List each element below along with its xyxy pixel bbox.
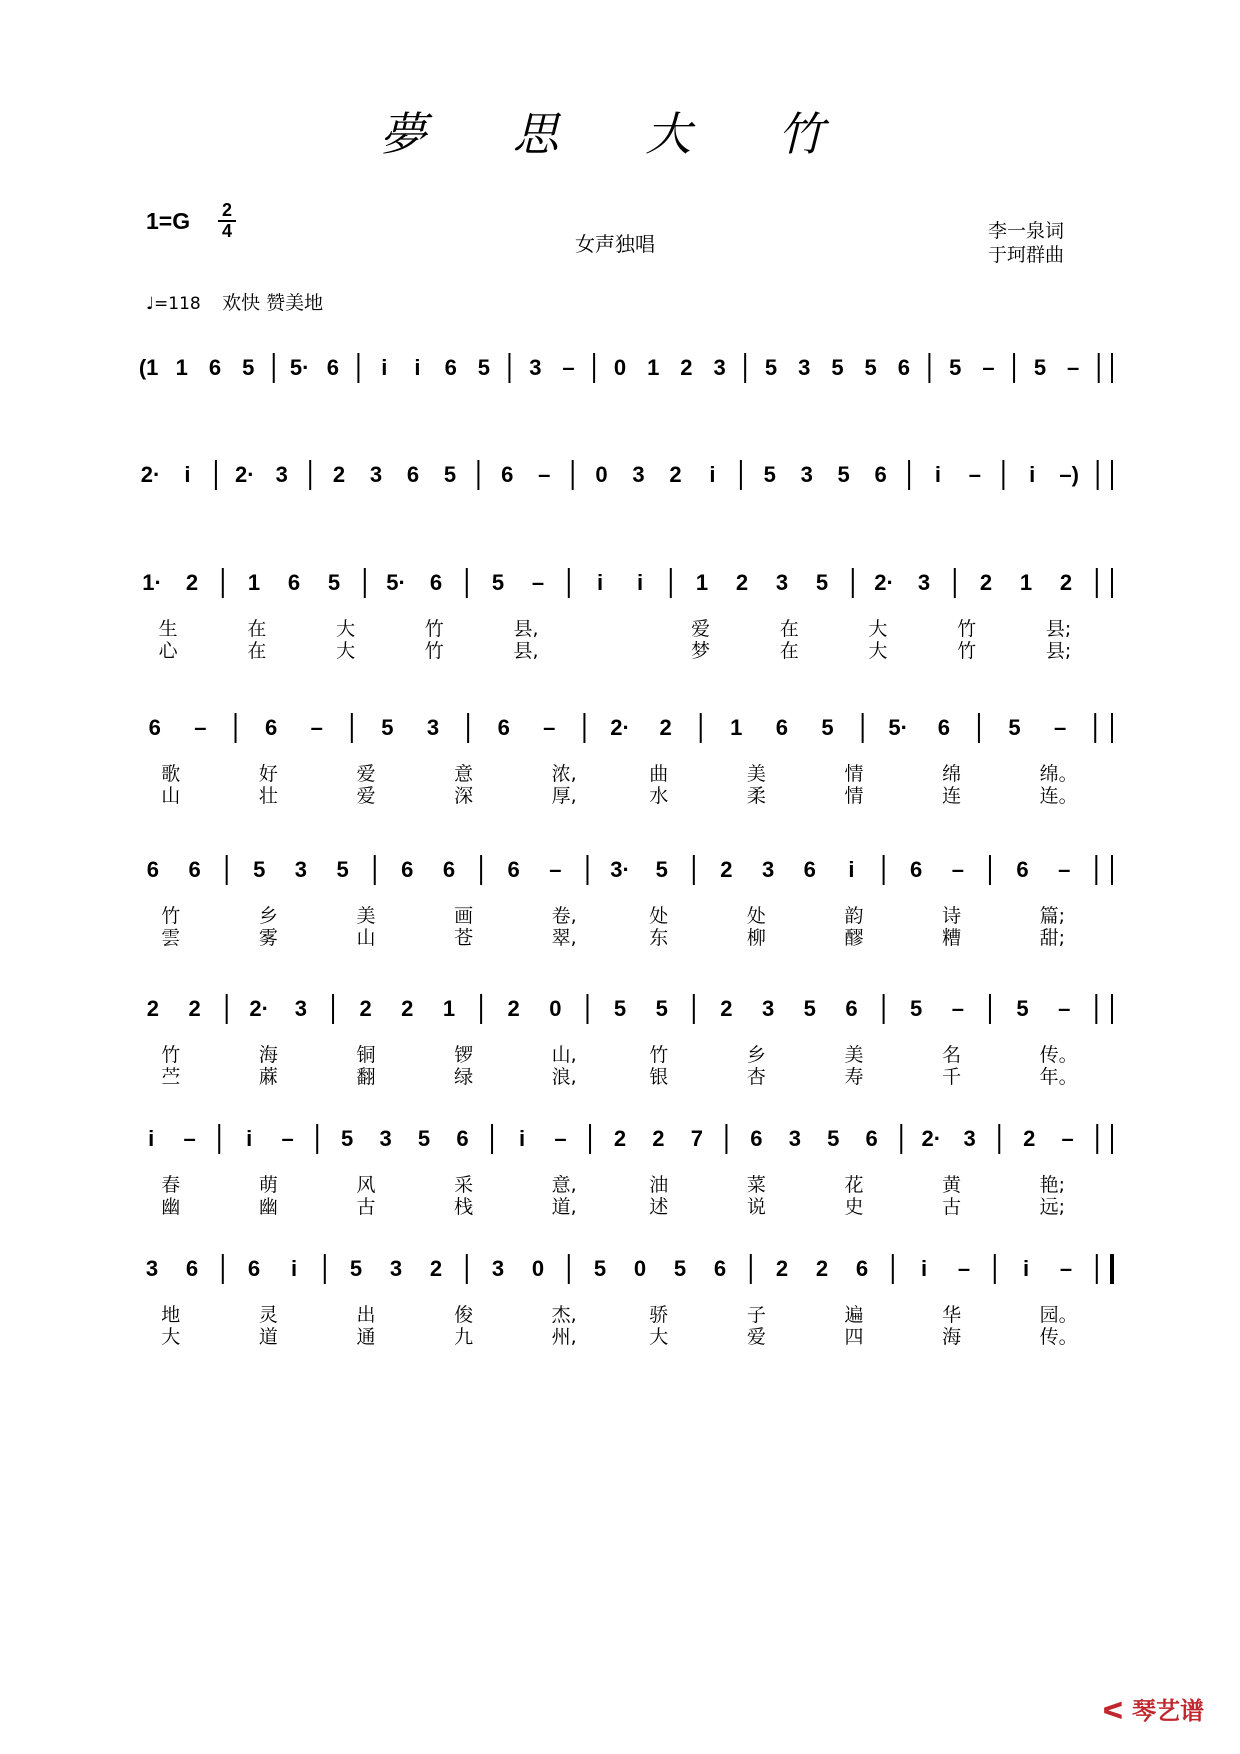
score-note: 2: [613, 1126, 627, 1151]
score-note: i: [381, 355, 388, 380]
score-note: 2: [720, 857, 733, 882]
score-note: 2: [332, 462, 346, 487]
score-note: 5: [815, 570, 829, 595]
lyric-char: 幽: [161, 1196, 181, 1218]
lyric-char: 翠,: [551, 927, 577, 949]
score-note: 5: [336, 857, 349, 882]
lyric-char: 俊: [454, 1304, 474, 1326]
lyric-char: 灵: [258, 1304, 278, 1326]
score-note: 1: [730, 715, 743, 740]
score-note: 3: [294, 857, 308, 882]
score-note: 5: [1008, 715, 1021, 740]
lyric-char: 爱: [356, 763, 376, 785]
lyric-char: 县;: [1045, 640, 1072, 662]
score-note: 6: [507, 857, 520, 882]
lyric-char: 苎: [161, 1066, 181, 1088]
lyric-char: 华: [942, 1304, 962, 1326]
lyric-char: 诗: [942, 905, 962, 927]
lyric-char: 竹: [424, 618, 444, 640]
score-note: 6: [406, 462, 420, 487]
score-note: 0: [595, 462, 608, 487]
lyric-char: 乡: [746, 1044, 766, 1066]
score-note: –: [982, 355, 995, 380]
score-note: –: [549, 857, 562, 882]
lyric-char: 竹: [161, 1044, 181, 1066]
score-note: i: [596, 570, 604, 595]
lyric-char: 黄: [942, 1174, 962, 1196]
score-note: 6: [456, 1126, 469, 1151]
score-note: 2·: [610, 715, 630, 740]
lyric-char: 美: [356, 905, 376, 927]
lyric-char: 卷,: [551, 905, 577, 927]
score-note: 5: [327, 570, 341, 595]
lyric-char: 生: [158, 618, 178, 640]
lyric-char: 绵: [942, 763, 962, 785]
score-note: 3: [379, 1126, 392, 1151]
score-note: 0: [613, 355, 627, 380]
score-note: 1: [442, 996, 456, 1021]
score-note: –: [183, 1126, 196, 1151]
lyric-char: 大: [649, 1326, 669, 1348]
lyric-char: 好: [258, 763, 278, 785]
lyric-char: 九: [454, 1326, 474, 1348]
score-note: i: [1029, 462, 1036, 487]
lyric-char: 四: [844, 1326, 864, 1348]
score-note: –: [538, 462, 551, 487]
lyric-char: 在: [779, 640, 799, 662]
score-note: 6: [803, 857, 816, 882]
lyric-char: 东: [649, 927, 669, 949]
lyric-char: 名: [942, 1044, 962, 1066]
score-note: 5: [764, 355, 778, 380]
lyric-char: 远;: [1039, 1196, 1066, 1218]
score-note: 2: [735, 570, 749, 595]
score-note: 2: [815, 1256, 829, 1281]
lyric-char: 古: [942, 1196, 962, 1218]
lyric-char: 情: [844, 785, 864, 807]
score-note: 2·: [140, 462, 161, 487]
song-title: 夢 思 大 竹: [380, 107, 860, 161]
lyric-char: 花: [844, 1174, 864, 1196]
lyric-char: 春: [161, 1174, 181, 1196]
score-note: i: [246, 1126, 253, 1151]
lyricist: 李一泉词: [988, 220, 1065, 242]
lyric-char: 醪: [844, 927, 864, 949]
score-note: 3·: [610, 857, 630, 882]
score-note: 1: [1019, 570, 1033, 595]
score-note: 6: [713, 1256, 727, 1281]
lyric-char: 绵。: [1039, 763, 1078, 785]
lyric-char: 通: [356, 1326, 376, 1348]
score-note: 3: [491, 1256, 505, 1281]
score-note: 2: [1023, 1126, 1036, 1151]
score-note: 3: [713, 355, 726, 380]
lyric-char: 爱: [356, 785, 376, 807]
lyric-char: 柳: [746, 927, 766, 949]
lyric-char: 厚,: [551, 785, 577, 807]
score-note: 2·: [234, 462, 255, 487]
logo-text: 琴艺谱: [1132, 1697, 1204, 1725]
lyric-char: 道,: [551, 1196, 577, 1218]
lyric-char: 在: [247, 618, 267, 640]
score-note: 5: [491, 570, 505, 595]
lyric-char: 山: [356, 927, 376, 949]
score-note: 6: [775, 715, 789, 740]
lyric-char: 壮: [258, 785, 278, 807]
lyric-char: 歌: [161, 763, 181, 785]
score-note: 3: [761, 996, 775, 1021]
score-note: 6: [874, 462, 887, 487]
score-note: 6: [326, 355, 339, 380]
lyric-char: 画: [454, 905, 474, 927]
lyric-char: 连: [942, 785, 962, 807]
lyric-char: 爱: [746, 1326, 766, 1348]
score-note: 5: [837, 462, 850, 487]
lyric-char: 雾: [258, 927, 278, 949]
lyric-char: 大: [336, 640, 356, 662]
lyric-char: 采: [454, 1174, 474, 1196]
score-note: 5: [417, 1126, 431, 1151]
score-note: 1: [695, 570, 709, 595]
lyric-char: 述: [649, 1196, 669, 1218]
lyric-char: 县,: [513, 640, 539, 662]
lyric-char: 栈: [454, 1196, 474, 1218]
lyric-char: 杏: [746, 1066, 766, 1088]
score-note: 3: [389, 1256, 403, 1281]
tempo-value: ♩=118: [146, 294, 201, 314]
lyric-char: 曲: [649, 763, 669, 785]
watermark-logo: [1102, 1691, 1204, 1726]
time-signature-top: 2: [221, 200, 232, 220]
lyric-char: 连。: [1039, 785, 1078, 807]
score-note: 3: [529, 355, 542, 380]
score-note: –): [1059, 462, 1079, 487]
lyric-char: 情: [844, 763, 864, 785]
score-note: 5: [655, 857, 668, 882]
score-note: 2: [720, 996, 733, 1021]
score-note: 2: [146, 996, 159, 1021]
score-note: 3: [798, 355, 811, 380]
score-note: 2: [507, 996, 520, 1021]
lyric-char: 风: [356, 1174, 376, 1196]
score-note: 2: [652, 1126, 665, 1151]
score-note: 5: [910, 996, 923, 1021]
score-note: 6: [444, 355, 457, 380]
score-note: 2: [185, 570, 199, 595]
score-note: 5: [1016, 996, 1029, 1021]
lyric-char: 县;: [1045, 618, 1072, 640]
score-note: 6: [146, 857, 159, 882]
score-note: –: [554, 1126, 567, 1151]
lyric-char: 蔴: [258, 1066, 278, 1088]
score-note: 5: [253, 857, 266, 882]
lyric-char: 千: [942, 1066, 962, 1088]
score-note: 6: [897, 355, 910, 380]
lyric-char: 雲: [161, 927, 181, 949]
performance-note: 女声独唱: [575, 232, 655, 256]
lyric-char: 海: [942, 1326, 962, 1348]
score-note: –: [1059, 1256, 1073, 1281]
score-note: 6: [287, 570, 301, 595]
score-note: 2: [188, 996, 201, 1021]
lyric-char: 爱: [690, 618, 710, 640]
score-note: 6: [910, 857, 923, 882]
score-note: 5·: [386, 570, 406, 595]
lyric-char: 子: [746, 1304, 766, 1326]
score-note: –: [194, 715, 207, 740]
score-note: –: [1061, 1126, 1074, 1151]
score-note: i: [848, 857, 855, 882]
score-note: 5: [613, 996, 627, 1021]
lyric-char: 说: [746, 1196, 766, 1218]
score-note: 6: [148, 715, 161, 740]
lyric-char: 梦: [690, 640, 710, 662]
score-note: 6: [247, 1256, 261, 1281]
score-note: 6: [401, 857, 414, 882]
score-note: 5: [443, 462, 457, 487]
lyric-char: 在: [779, 618, 799, 640]
lyric-char: 古: [356, 1196, 376, 1218]
score-note: 7: [690, 1126, 703, 1151]
score-note: 2: [1059, 570, 1073, 595]
lyric-char: 艳;: [1039, 1174, 1066, 1196]
score-note: 5: [673, 1256, 687, 1281]
lyric-char: 糟: [942, 927, 962, 949]
lyric-char: 浓,: [551, 763, 577, 785]
score-note: 5: [803, 996, 816, 1021]
score-note: 2: [979, 570, 993, 595]
score-note: 2: [680, 355, 693, 380]
score-note: i: [184, 462, 191, 487]
lyric-char: 美: [746, 763, 766, 785]
lyric-char: 竹: [957, 618, 977, 640]
lyric-char: 大: [868, 618, 888, 640]
score-note: –: [1058, 996, 1071, 1021]
score-note: 5: [381, 715, 394, 740]
score-note: 2: [669, 462, 682, 487]
lyric-char: 杰,: [551, 1304, 577, 1326]
lyric-char: 大: [868, 640, 888, 662]
lyric-char: 园。: [1039, 1304, 1078, 1326]
lyric-char: 美: [844, 1044, 864, 1066]
score-note: 5: [242, 355, 255, 380]
score-note: –: [310, 715, 323, 740]
logo-icon: ᐸ: [1102, 1697, 1124, 1725]
score-note: 5: [655, 996, 668, 1021]
score-note: i: [518, 1126, 526, 1151]
score-note: 3: [917, 570, 931, 595]
score-note: 1: [647, 355, 660, 380]
score-note: 3: [275, 462, 288, 487]
lyric-char: 竹: [957, 640, 977, 662]
lyric-char: 苍: [454, 927, 474, 949]
lyric-char: 幽: [258, 1196, 278, 1218]
score-note: –: [1053, 715, 1067, 740]
score-note: 0: [549, 996, 562, 1021]
score-note: 3: [800, 462, 813, 487]
score-note: 2·: [874, 570, 894, 595]
score-note: –: [562, 355, 575, 380]
score-note: 0: [633, 1256, 647, 1281]
lyric-char: 浪,: [551, 1066, 577, 1088]
lyric-char: 锣: [454, 1044, 474, 1066]
score-note: 5: [864, 355, 877, 380]
score-note: 6: [501, 462, 514, 487]
score-note: 6: [208, 355, 222, 380]
score-note: i: [920, 1256, 928, 1281]
lyric-char: 山,: [551, 1044, 577, 1066]
lyric-char: 海: [258, 1044, 278, 1066]
lyric-char: 深: [454, 785, 474, 807]
score-note: 1: [247, 570, 261, 595]
lyric-char: 处: [649, 905, 669, 927]
score-note: –: [531, 570, 545, 595]
score-note: 6: [865, 1126, 878, 1151]
lyric-char: 竹: [649, 1044, 669, 1066]
score-note: 3: [145, 1256, 159, 1281]
lyric-char: 道: [258, 1326, 278, 1348]
score-note: 3: [632, 462, 645, 487]
lyric-char: 大: [161, 1326, 181, 1348]
score-note: i: [290, 1256, 298, 1281]
score-note: 6: [845, 996, 858, 1021]
score-note: –: [951, 996, 964, 1021]
score-note: 0: [531, 1256, 545, 1281]
score-note: –: [957, 1256, 971, 1281]
score-note: 6: [750, 1126, 763, 1151]
score-note: (1: [138, 355, 159, 380]
score-note: 5: [349, 1256, 363, 1281]
lyric-char: 骄: [649, 1304, 669, 1326]
score-note: 3: [294, 996, 308, 1021]
lyric-char: 史: [844, 1196, 864, 1218]
score-note: i: [709, 462, 716, 487]
score-note: 3: [369, 462, 383, 487]
lyric-char: 菜: [746, 1174, 766, 1196]
time-signature-bottom: 4: [221, 221, 232, 241]
score-note: 3: [426, 715, 440, 740]
lyric-char: 县,: [513, 618, 539, 640]
lyric-char: 篇;: [1039, 905, 1066, 927]
lyric-char: 水: [649, 785, 669, 807]
score-note: 3: [788, 1126, 801, 1151]
score-note: 6: [429, 570, 443, 595]
score-note: 2·: [249, 996, 269, 1021]
composer: 于珂群曲: [988, 244, 1065, 266]
score-note: 3: [775, 570, 789, 595]
score-note: 2: [429, 1256, 443, 1281]
lyric-char: 心: [158, 640, 178, 662]
score-note: i: [414, 355, 421, 380]
score-note: 5: [763, 462, 776, 487]
score-note: i: [636, 570, 644, 595]
lyric-char: 年。: [1039, 1066, 1078, 1088]
lyric-char: 竹: [424, 640, 444, 662]
score-note: 2·: [921, 1126, 942, 1151]
lyric-char: 传。: [1039, 1326, 1078, 1348]
score-note: 5: [821, 715, 834, 740]
score-note: 3: [761, 857, 775, 882]
score-note: i: [1022, 1256, 1030, 1281]
score-note: 6: [937, 715, 950, 740]
score-note: 6: [855, 1256, 869, 1281]
score-note: –: [968, 462, 982, 487]
score-note: i: [148, 1126, 155, 1151]
score-note: 5: [827, 1126, 840, 1151]
lyric-char: 萌: [258, 1174, 278, 1196]
lyric-char: 意: [454, 763, 474, 785]
lyric-char: 出: [356, 1304, 376, 1326]
score-note: 5·: [888, 715, 908, 740]
score-note: 1·: [142, 570, 162, 595]
score-note: –: [951, 857, 964, 882]
lyric-char: 甜;: [1039, 927, 1066, 949]
lyric-char: 竹: [161, 905, 181, 927]
expression-text: 欢快 赞美地: [222, 292, 324, 314]
score-note: 2: [775, 1256, 789, 1281]
score-note: –: [281, 1126, 294, 1151]
score-note: 6: [1016, 857, 1029, 882]
lyric-char: 州,: [551, 1326, 577, 1348]
score-note: 6: [188, 857, 201, 882]
lyric-char: 油: [649, 1174, 669, 1196]
lyric-char: 银: [649, 1066, 669, 1088]
lyric-char: 遍: [844, 1304, 864, 1326]
lyric-char: 寿: [844, 1066, 864, 1088]
lyric-char: 乡: [258, 905, 278, 927]
score-note: –: [1067, 355, 1080, 380]
lyric-char: 翻: [356, 1066, 376, 1088]
score-note: 5: [831, 355, 844, 380]
score-note: 5: [593, 1256, 607, 1281]
lyric-char: 传。: [1039, 1044, 1078, 1066]
score-note: 1: [175, 355, 188, 380]
lyric-char: 柔: [746, 785, 766, 807]
lyric-char: 地: [161, 1304, 181, 1326]
lyric-char: 韵: [844, 905, 864, 927]
score-note: 2: [401, 996, 414, 1021]
score-note: 6: [497, 715, 510, 740]
score-note: 2: [359, 996, 372, 1021]
lyric-char: 山: [161, 785, 181, 807]
score-note: 6: [264, 715, 278, 740]
score-note: 5: [341, 1126, 354, 1151]
lyric-char: 在: [247, 640, 267, 662]
lyric-char: 意,: [551, 1174, 577, 1196]
score-note: 5: [949, 355, 962, 380]
score-note: –: [543, 715, 556, 740]
score-note: 5: [477, 355, 491, 380]
score-note: 2: [659, 715, 672, 740]
key-signature: 1=G: [146, 208, 191, 234]
score-note: –: [1058, 857, 1071, 882]
lyric-char: 绿: [454, 1066, 474, 1088]
score-note: i: [934, 462, 942, 487]
score-note: 6: [185, 1256, 199, 1281]
score-note: 3: [963, 1126, 976, 1151]
score-note: 6: [442, 857, 456, 882]
lyric-char: 铜: [356, 1044, 376, 1066]
score-note: 5·: [289, 355, 310, 380]
lyric-char: 处: [746, 905, 766, 927]
lyric-char: 大: [336, 618, 356, 640]
score-note: 5: [1033, 355, 1047, 380]
